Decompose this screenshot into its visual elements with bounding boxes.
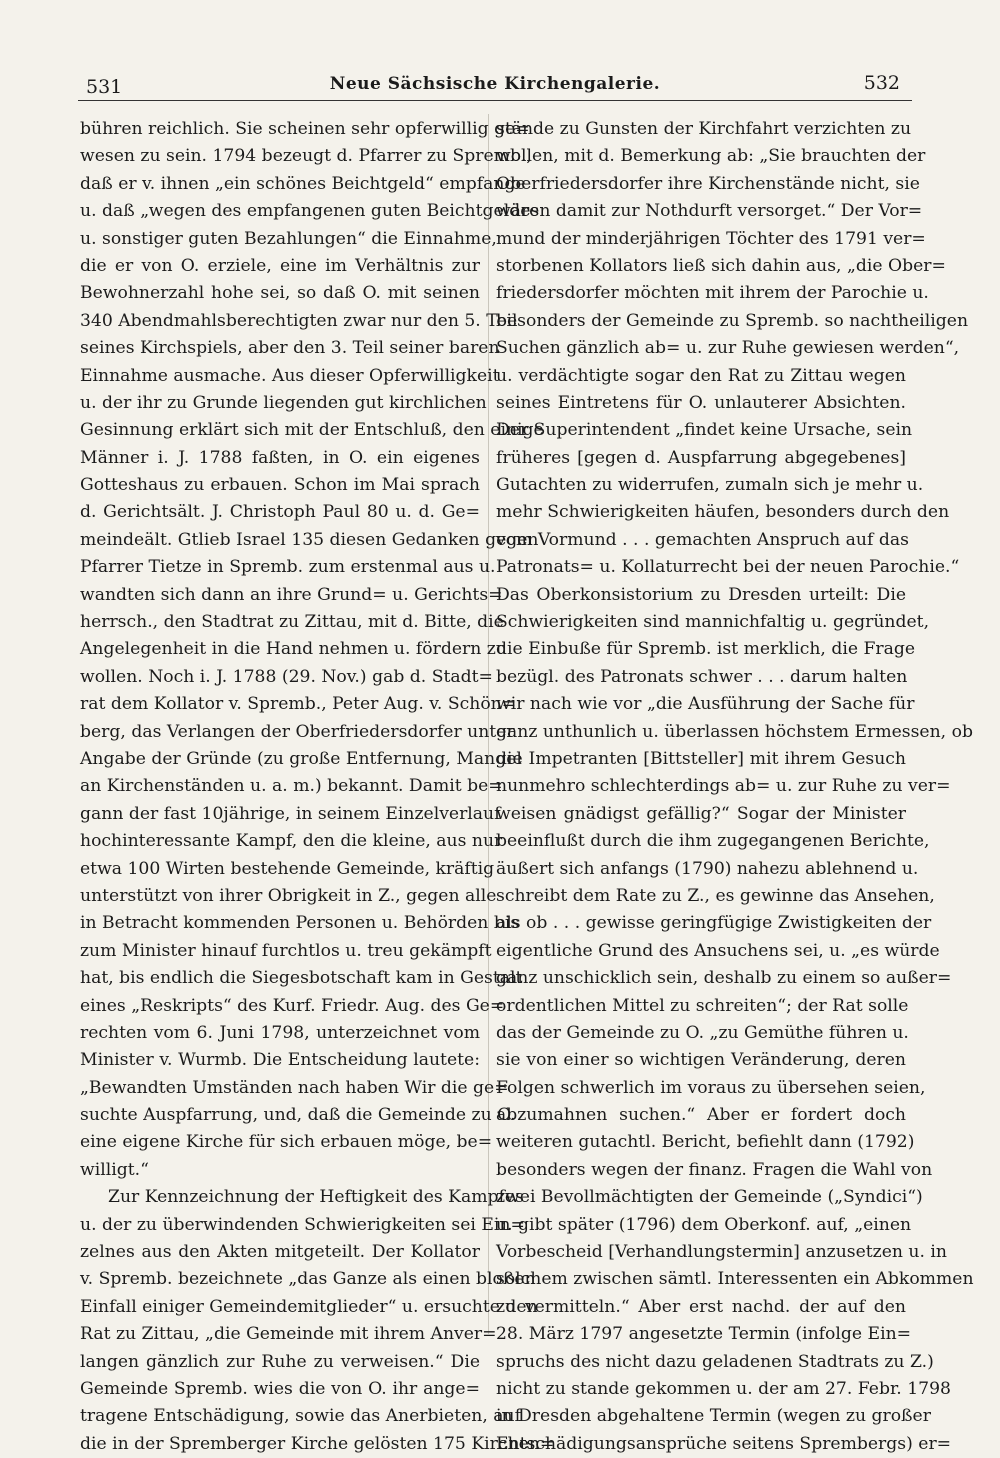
text-line: Zur Kennzeichnung der Heftigkeit des Kampfes xyxy=(108,1187,524,1208)
text-line: Einfall einiger Gemeindemitglieder“ u. ersuchte den xyxy=(80,1296,538,1317)
text-line: eine eigene Kirche für sich erbauen möge, be= xyxy=(80,1132,493,1153)
text-line: Der Superintendent „findet keine Ursache, sein xyxy=(496,420,913,441)
text-line: seines Eintretens für O. unlauterer Absichten. xyxy=(496,392,906,413)
text-line: Bewohnerzahl hohe sei, so daß O. mit seinen xyxy=(80,283,480,304)
text-line: Oberfriedersdorfer ihre Kirchenstände nicht, sie xyxy=(496,173,920,194)
text-line: Gesinnung erklärt sich mit der Entschluß, den einige xyxy=(80,420,544,441)
text-line: wären damit zur Nothdurft versorget.“ Der Vor= xyxy=(496,201,923,222)
text-line: Suchen gänzlich ab= u. zur Ruhe gewiesen werden“, xyxy=(496,338,960,359)
text-line: Das Oberkonsistorium zu Dresden urteilt: Die xyxy=(496,584,906,605)
text-line: Patronats= u. Kollaturrecht bei der neuen Parochie.“ xyxy=(496,557,960,578)
text-line: bühren reichlich. Sie scheinen sehr opferwillig ge= xyxy=(80,119,530,139)
text-line: in Dresden abgehaltene Termin (wegen zu großer xyxy=(496,1406,931,1427)
text-line: Vorbescheid [Verhandlungstermin] anzusetzen u. in xyxy=(496,1242,947,1263)
text-line: hat, bis endlich die Siegesbotschaft kam in Gestalt xyxy=(80,968,523,989)
text-line: Gotteshaus zu erbauen. Schon im Mai sprach xyxy=(80,475,480,496)
text-line: u. der zu überwindenden Schwierigkeiten sei Ein= xyxy=(80,1214,525,1235)
text-line: in Betracht kommenden Personen u. Behörden bis xyxy=(80,913,520,934)
text-line: weisen gnädigst gefällig?“ Sogar der Minister xyxy=(496,803,906,824)
text-line: spruchs des nicht dazu geladenen Stadtrats zu Z.) xyxy=(496,1351,934,1372)
text-line: gann der fast 10jährige, in seinem Einzelverlauf xyxy=(80,803,501,824)
text-line: tragene Entschädigung, sowie das Anerbieten, auf xyxy=(80,1406,521,1427)
text-line: Pfarrer Tietze in Spremb. zum erstenmal aus u. xyxy=(80,557,496,578)
text-line: die Einbuße für Spremb. ist merklich, die Frage xyxy=(496,639,916,660)
text-line: u. verdächtigte sogar den Rat zu Zittau wegen xyxy=(496,365,906,386)
text-line: etwa 100 Wirten bestehende Gemeinde, kräftig xyxy=(80,858,495,879)
text-line: 340 Abendmahlsberechtigten zwar nur den 5. Teil xyxy=(80,310,518,331)
text-line: zwei Bevollmächtigten der Gemeinde („Syndici“) xyxy=(496,1187,923,1208)
text-line: „Bewandten Umständen nach haben Wir die ge= xyxy=(80,1077,509,1098)
text-line: schreibt dem Rate zu Z., es gewinne das Ansehen, xyxy=(496,885,935,906)
text-line: Einnahme ausmache. Aus dieser Opferwilligkeit xyxy=(80,365,500,386)
text-line: abzumahnen suchen.“ Aber er fordert doch xyxy=(496,1105,906,1126)
text-line: Minister v. Wurmb. Die Entscheidung lautete: xyxy=(80,1050,480,1071)
text-line: sie von einer so wichtigen Veränderung, deren xyxy=(496,1050,906,1071)
text-line: mehr Schwierigkeiten häufen, besonders durch den xyxy=(496,502,950,523)
page-number-left: 531 xyxy=(86,76,123,98)
text-line: ganz unschicklich sein, deshalb zu einem so außer= xyxy=(496,968,952,989)
text-line: rechten vom 6. Juni 1798, unterzeichnet vom xyxy=(80,1022,480,1043)
page-header xyxy=(78,72,912,104)
text-line: mund der minderjährigen Töchter des 1791 ver= xyxy=(496,228,926,249)
text-line: Rat zu Zittau, „die Gemeinde mit ihrem Anver= xyxy=(80,1324,497,1345)
text-line: suchte Auspfarrung, und, daß die Gemeinde zu O. xyxy=(80,1105,516,1126)
text-line: zelnes aus den Akten mitgeteilt. Der Kollator xyxy=(80,1242,480,1263)
text-line: vom Vormund . . . gemachten Anspruch auf das xyxy=(496,529,909,550)
text-line: Gutachten zu widerrufen, zumaln sich je mehr u. xyxy=(496,475,924,496)
text-line: Gemeinde Spremb. wies die von O. ihr ange= xyxy=(80,1378,480,1399)
text-line: herrsch., den Stadtrat zu Zittau, mit d. Bitte, die xyxy=(80,612,504,633)
text-line: die er von O. erziele, eine im Verhältnis zur xyxy=(80,255,480,276)
text-line: früheres [gegen d. Auspfarrung abgegebenes] xyxy=(496,447,906,468)
text-line: die Impetranten [Bittsteller] mit ihrem Gesuch xyxy=(496,748,906,769)
text-line: wandten sich dann an ihre Grund= u. Gerichts= xyxy=(80,584,503,605)
text-line: Entschädigungsansprüche seitens Sprembergs) er= xyxy=(496,1433,952,1454)
text-line: Angelegenheit in die Hand nehmen u. fördern zu xyxy=(80,639,507,660)
text-line: als ob . . . gewisse geringfügige Zwistigkeiten der xyxy=(496,913,932,934)
text-line: zu vermitteln.“ Aber erst nachd. der auf den xyxy=(496,1296,906,1317)
text-line: u. der ihr zu Grunde liegenden gut kirchlichen xyxy=(80,392,487,413)
text-line: besonders wegen der finanz. Fragen die Wahl von xyxy=(496,1159,933,1180)
text-line: willigt.“ xyxy=(80,1159,149,1180)
text-line: meindeält. Gtlieb Israel 135 diesen Gedanken gegen xyxy=(80,529,539,550)
right-column xyxy=(496,116,974,1458)
text-line: wesen zu sein. 1794 bezeugt d. Pfarrer zu Spremb., xyxy=(80,146,532,167)
text-line: friedersdorfer möchten mit ihrem der Parochie u. xyxy=(496,283,929,304)
text-line: ganz unthunlich u. überlassen höchstem Ermessen, ob xyxy=(496,721,973,742)
running-title: Neue Sächsische Kirchengalerie. xyxy=(329,74,661,94)
text-line: die in der Spremberger Kirche gelösten 175 Kirchen= xyxy=(80,1433,555,1454)
text-line: wollen. Noch i. J. 1788 (29. Nov.) gab d. Stadt= xyxy=(80,666,493,687)
text-line: bezügl. des Patronats schwer . . . darum halten xyxy=(496,666,908,687)
text-line: Schwierigkeiten sind mannichfaltig u. gegründet, xyxy=(496,612,930,633)
text-line: u. sonstiger guten Bezahlungen“ die Einnahme, xyxy=(80,228,497,249)
text-line: äußert sich anfangs (1790) nahezu ablehnend u. xyxy=(496,858,919,879)
text-line: hochinteressante Kampf, den die kleine, aus nur xyxy=(80,831,503,852)
text-line: weiteren gutachtl. Bericht, befiehlt dann (1792) xyxy=(496,1132,915,1153)
text-line: eines „Reskripts“ des Kurf. Friedr. Aug. des Ge= xyxy=(80,995,505,1016)
text-line: eigentliche Grund des Ansuchens sei, u. „es würde xyxy=(496,940,940,961)
text-line: Männer i. J. 1788 faßten, in O. ein eigenes xyxy=(80,447,480,468)
text-line: nicht zu stande gekommen u. der am 27. Febr. 1798 xyxy=(496,1378,951,1399)
text-line: u. daß „wegen des empfangenen guten Beichtgeldes xyxy=(80,201,540,222)
text-line: u. gibt später (1796) dem Oberkonf. auf, „einen xyxy=(496,1214,912,1235)
header-rule xyxy=(78,100,912,101)
text-line: d. Gerichtsält. J. Christoph Paul 80 u. d. Ge= xyxy=(80,502,480,523)
text-line: unterstützt von ihrer Obrigkeit in Z., gegen alle xyxy=(80,885,497,906)
page-number-right: 532 xyxy=(863,72,900,94)
text-line: wir nach wie vor „die Ausführung der Sache für xyxy=(496,694,915,715)
text-line: stände zu Gunsten der Kirchfahrt verzichten zu xyxy=(496,119,912,139)
text-line: seines Kirchspiels, aber den 3. Teil seiner baren xyxy=(80,338,500,359)
text-line: rat dem Kollator v. Spremb., Peter Aug. v. Schön= xyxy=(80,694,517,715)
text-line: nunmehro schlechterdings ab= u. zur Ruhe zu ver= xyxy=(496,776,951,797)
text-line: das der Gemeinde zu O. „zu Gemüthe führen u. xyxy=(496,1022,909,1043)
text-line: solchem zwischen sämtl. Interessenten ein Abkommen xyxy=(496,1269,974,1290)
text-line: v. Spremb. bezeichnete „das Ganze als einen bloßen xyxy=(80,1269,536,1290)
text-line: wollen, mit d. Bemerkung ab: „Sie brauchten der xyxy=(496,146,926,167)
text-line: Folgen schwerlich im voraus zu übersehen seien, xyxy=(496,1077,926,1098)
text-line: Angabe der Gründe (zu große Entfernung, Mangel xyxy=(80,748,522,769)
text-line: daß er v. ihnen „ein schönes Beichtgeld“ empfange xyxy=(80,173,526,194)
text-line: ordentlichen Mittel zu schreiten“; der Rat solle xyxy=(496,995,909,1016)
text-line: zum Minister hinauf furchtlos u. treu gekämpft xyxy=(80,940,492,961)
text-line: beeinflußt durch die ihm zugegangenen Berichte, xyxy=(496,831,930,852)
text-line: an Kirchenständen u. a. m.) bekannt. Damit be= xyxy=(80,776,503,797)
text-line: berg, das Verlangen der Oberfriedersdorfer unter xyxy=(80,721,515,742)
text-line: besonders der Gemeinde zu Spremb. so nachtheiligen xyxy=(496,310,969,331)
text-line: storbenen Kollators ließ sich dahin aus, „die Ober= xyxy=(496,255,946,276)
text-line: langen gänzlich zur Ruhe zu verweisen.“ Die xyxy=(80,1351,480,1372)
text-line: 28. März 1797 angesetzte Termin (infolge Ein= xyxy=(496,1324,912,1345)
left-column xyxy=(80,116,555,1458)
